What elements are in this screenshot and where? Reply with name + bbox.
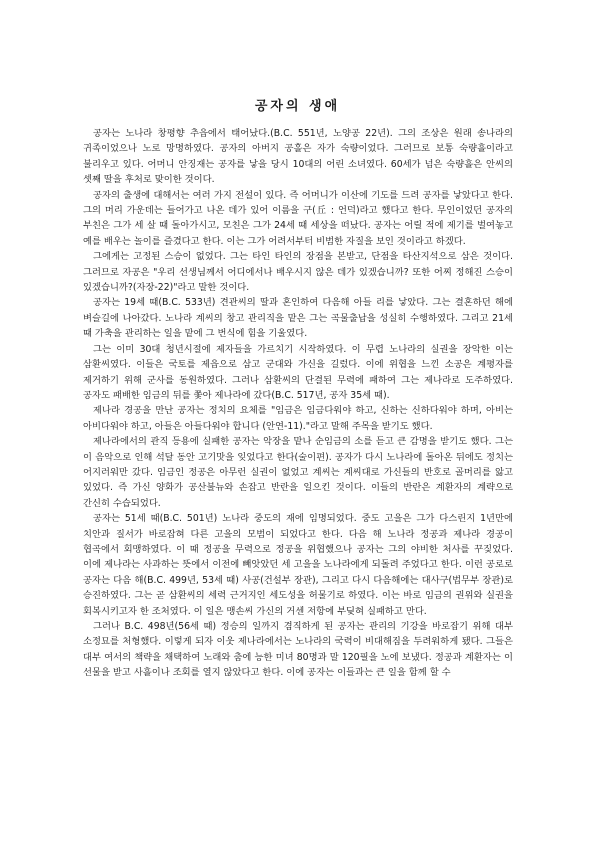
- document-title: 공자의 생애: [254, 99, 341, 114]
- document-body: [83, 126, 513, 681]
- paragraph: 제나라 경공을 만난 공자는 정치의 요체를 "임금은 임금다워야 하고, 신하는 신하다워야 하며, 아비는 아비다워야 하고, 아들은 아들다워야 합니다 (안연-11)."라고 말해 주목을 받기도 했다.: [83, 405, 513, 432]
- paragraph: 공자는 51세 때(B.C. 501년) 노나라 중도의 재에 임명되었다. 중도 고을은 그가 다스린지 1년만에 치안과 질서가 바로잡혀 다른 고을의 모범이 되었다고 한다. 다음 해 노나라 정공과 제나라 경공이 협곡에서 회맹하였다. 이 때 정공을 무력으로 정공을 위협했으나 공자는 그의 야비한 처사를 꾸짖었다. 이에 제나라는 사과하는 뜻에서 이전에 빼앗았던 세 고을을 노나라에게 되돌려 주었다고 한다. 이런 공로로 공자는 다음 해(B.C. 499년, 53세 때) 사공(건설부 장관), 그리고 다시 다음해에는 대사구(법무부 장관)로 승진하였다. 그는 곧 삼환씨의 세력 근거지인 세도성을 허물기로 하였다. 이는 바로 임금의 권위와 실권을 회복시키고자 한 조처였다. 이 일은 맹손씨 가신의 거센 저항에 부딪혀 실패하고 만다.: [83, 513, 513, 617]
- paragraph: 그러나 B.C. 498년(56세 때) 정승의 일까지 겸직하게 된 공자는 관리의 기강을 바로잡기 위해 대부 소정묘를 처형했다. 이렇게 되자 이웃 제나라에서는 노나라의 국력이 비대해짐을 두려워하게 됐다. 그들은 대부 여서의 책략을 채택하여 노래와 춤에 능한 미녀 80명과 말 120필을 노에 보냈다. 정공과 계환자는 이 선물을 받고 사흘이나 조회를 열지 않았다고 한다. 이에 공자는 이들과는 큰 일을 함께 할 수: [83, 621, 513, 679]
- paragraph: 제나라에서의 관직 등용에 실패한 공자는 악장을 맡나 순임금의 소를 듣고 큰 감명을 받기도 했다. 그는 이 음악으로 인해 석달 동안 고기맛을 잊었다고 한다(술이편). 공자가 다시 노나라에 돌아온 뒤에도 정치는 어지러워만 갔다. 임금인 정공은 아무런 실권이 없었고 계씨는 계씨대로 가신들의 반호로 골머리를 앓고 있었다. 즉 가신 양화가 공산불뉴와 손잡고 반란을 일으킨 것이다. 이들의 반란은 계환자의 계략으로 간신히 수습되었다.: [83, 436, 513, 509]
- paragraph: 공자는 19세 때(B.C. 533년) 견관씨의 딸과 혼인하여 다음해 아들 리를 낳았다. 그는 결혼하던 해에 벼슬길에 나아갔다. 노나라 계씨의 창고 관리직을 맡은 그는 곡물출납을 성실히 수행하였다. 그리고 21세 때 가축을 관리하는 일을 맡에 그 번식에 힘을 기울였다.: [83, 297, 513, 340]
- paragraph: 공자의 출생에 대해서는 여러 가지 전설이 있다. 즉 어머니가 이산에 기도를 드려 공자를 낳았다고 한다. 그의 머리 가운데는 들어가고 나온 데가 있어 이름을 구(丘 : 언덕)라고 했다고 한다. 무인이었던 공자의 부친은 그가 세 살 때 돌아가시고, 모친은 그가 24세 때 세상을 떠났다. 공자는 어릴 적에 제기를 벌여놓고 예를 배우는 놀이를 즐겼다고 한다. 이는 그가 어려서부터 비범한 자질을 보인 것이라고 하겠다.: [83, 189, 513, 247]
- paragraph: 그에게는 고정된 스승이 없었다. 그는 타인 타인의 장점을 본받고, 단점을 타산지석으로 삼은 것이다. 그러므로 자공은 "우리 선생님께서 어디에서나 배우시지 않은 데가 있겠습니까? 또한 어찌 정해진 스승이 있겠습니까?(자장-22)"라고 말한 것이다.: [83, 251, 513, 294]
- paragraph: 그는 이미 30대 청년시절에 제자들을 가르치기 시작하였다. 이 무렵 노나라의 실권을 장악한 이는 삼환씨였다. 이들은 국토를 제읍으로 삼고 군대와 가신을 길렀다. 이에 위협을 느낀 소공은 계평자를 제거하기 위해 군사를 동원하였다. 그러나 삼환씨의 단결된 무력에 패하여 그는 제나라로 도주하였다. 공자도 패배한 임금의 뒤를 쫓아 제나라에 갔다(B.C. 517년, 공자 35세 때).: [83, 343, 513, 401]
- paragraph: 공자는 노나라 창평향 추읍에서 태어났다.(B.C. 551년, 노양공 22년). 그의 조상은 원래 송나라의 귀족이었으나 노로 망명하였다. 공자의 아버지 공홀은 자가 숙량이었다. 그러므로 보통 숙량흘이라고 불리우고 있다. 어머니 안징재는 공자를 낳을 당시 10대의 어린 소녀였다. 60세가 넘은 숙량흘은 안씨의 셋째 딸을 후처로 맞이한 것이다.: [83, 128, 513, 186]
